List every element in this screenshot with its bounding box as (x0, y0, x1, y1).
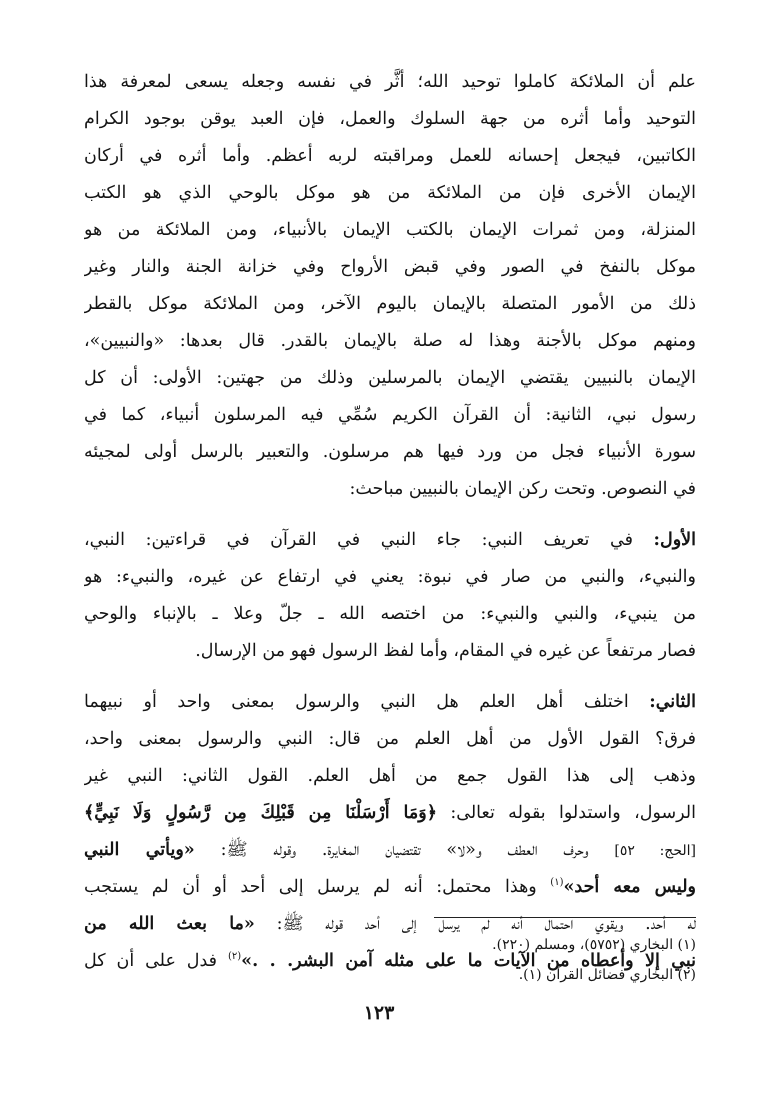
text-line (84, 684, 696, 721)
verse-reference: [الحج: ٥٢] (614, 843, 696, 859)
text-line: ذلك من الأمور المتصلة بالإيمان باليوم الآخر، ومن الملائكة موكل بالقطر (84, 294, 696, 314)
text-run: الرسول، واستدلوا بقوله تعالى: (436, 803, 696, 823)
hadith-text: «ما بعث الله من (84, 914, 255, 934)
section-heading: الثاني: (649, 692, 696, 712)
hadith-text: «ويأتي النبي (84, 840, 195, 860)
text-line: المنزلة، ومن ثمرات الإيمان بالكتب الإيمان بالأنبياء، ومن الملائكة من هو (84, 220, 696, 240)
text-line: فصار مرتفعاً عن غيره في المقام، وأما لفظ الرسول فهو من الإرسال. (195, 641, 696, 661)
quran-verse: ﴿وَمَا أَرْسَلْنَا مِن قَبْلِكَ مِن رَّسُولٍ وَلَا نَبِيٍّ﴾ (84, 803, 437, 823)
footnotes (84, 930, 696, 990)
text-line: رسول نبي، الثانية: أن القرآن الكريم سُمِّي فيه المرسلون أنبياء، كما في (84, 405, 696, 425)
footnote: (٢) البخاري فضائل القرآن (١). (518, 967, 696, 983)
footnote-marker[interactable]: (١) (550, 877, 564, 889)
footnote-marker[interactable]: (٢) (227, 951, 242, 963)
text-run: وهذا محتمل: أنه لم يرسل إلى أحد أو أن لم يستجب (84, 877, 551, 897)
text-run: في تعريف النبي: جاء النبي في القرآن في قراءتين: النبي، (84, 530, 654, 550)
paragraph-gap (84, 508, 696, 522)
text-run: اختلف أهل العلم هل النبي والرسول بمعنى واحد أو نبيهما (84, 692, 650, 712)
text-line (84, 832, 696, 869)
text-line: الإيمان الأخرى فإن من الملائكة من هو موكل بالوحي الذي هو الكتب (84, 183, 696, 203)
paragraph-gap (84, 670, 696, 684)
text-line: في النصوص. وتحت ركن الإيمان بالنبيين مباحث: (349, 479, 696, 499)
text-line: التوحيد وأما أثره من جهة السلوك والعمل، فإن العبد يوقن بوجود الكرام (84, 109, 696, 129)
text-line: الكاتبين، فيجعل إحسانه للعمل ومراقبته لربه أعظم. وأما أثره في أركان (84, 146, 696, 166)
text-line: من ينبيء، والنبي والنبيء: من اختصه الله ـ جلّ وعلا ـ بالإنباء والوحي (84, 604, 696, 624)
footnote: (١) البخاري (٥٧٥٢)، ومسلم (٢٢٠). (492, 937, 696, 953)
main-text (84, 64, 696, 980)
section-heading: الأول: (653, 530, 696, 550)
text-line: ومنهم موكل بالأجنة وهذا له صلة بالإيمان بالقدر. قال بعدها: «والنبيين»، (84, 331, 696, 351)
page-number: ١٢٣ (363, 1002, 395, 1024)
text-line (84, 522, 696, 559)
text-line: سورة الأنبياء فجل من ورد فيها هم مرسلون. والتعبير بالرسل أولى لمجيئه (84, 442, 696, 462)
text-line: موكل بالنفخ في الصور وفي قبض الأرواح وفي خزانة الجنة والنار وغير (84, 257, 696, 277)
text-line: والنبيء، والنبي من صار في نبوة: يعني في ارتفاع عن غيره، والنبيء: هو (84, 567, 696, 587)
hadith-text: نبي إلا وأعطاه من الآيات ما على مثله آمن البشر. . .» (241, 951, 696, 971)
text-line: وذهب إلى هذا القول جمع من أهل العلم. القول الثاني: النبي غير (84, 766, 696, 786)
text-line: الإيمان بالنبيين يقتضي الإيمان بالمرسلين وذلك من جهتين: الأولى: أن كل (84, 368, 696, 388)
text-line (84, 795, 696, 832)
text-run: فدل على أن كل (84, 951, 228, 971)
paragraph-2 (84, 522, 696, 670)
text-line: علم أن الملائكة كاملوا توحيد الله؛ أثَّر في نفسه وجعله يسعى لمعرفة هذا (84, 72, 696, 92)
hadith-text: وليس معه أحد» (563, 877, 696, 897)
footnote-divider (434, 917, 696, 918)
text-line (84, 869, 696, 906)
text-run: له أحد. ويقوي احتمال أنه لم يرسل إلى أحد قوله ﷺ: (254, 914, 696, 934)
paragraph-1 (84, 64, 696, 508)
text-line: فرق؟ القول الأول من أهل العلم من قال: النبي والرسول بمعنى واحد، (84, 729, 696, 749)
text-run: وحرف العطف و«لا» تقتضيان المغايرة. وقوله ﷺ: (194, 840, 615, 860)
